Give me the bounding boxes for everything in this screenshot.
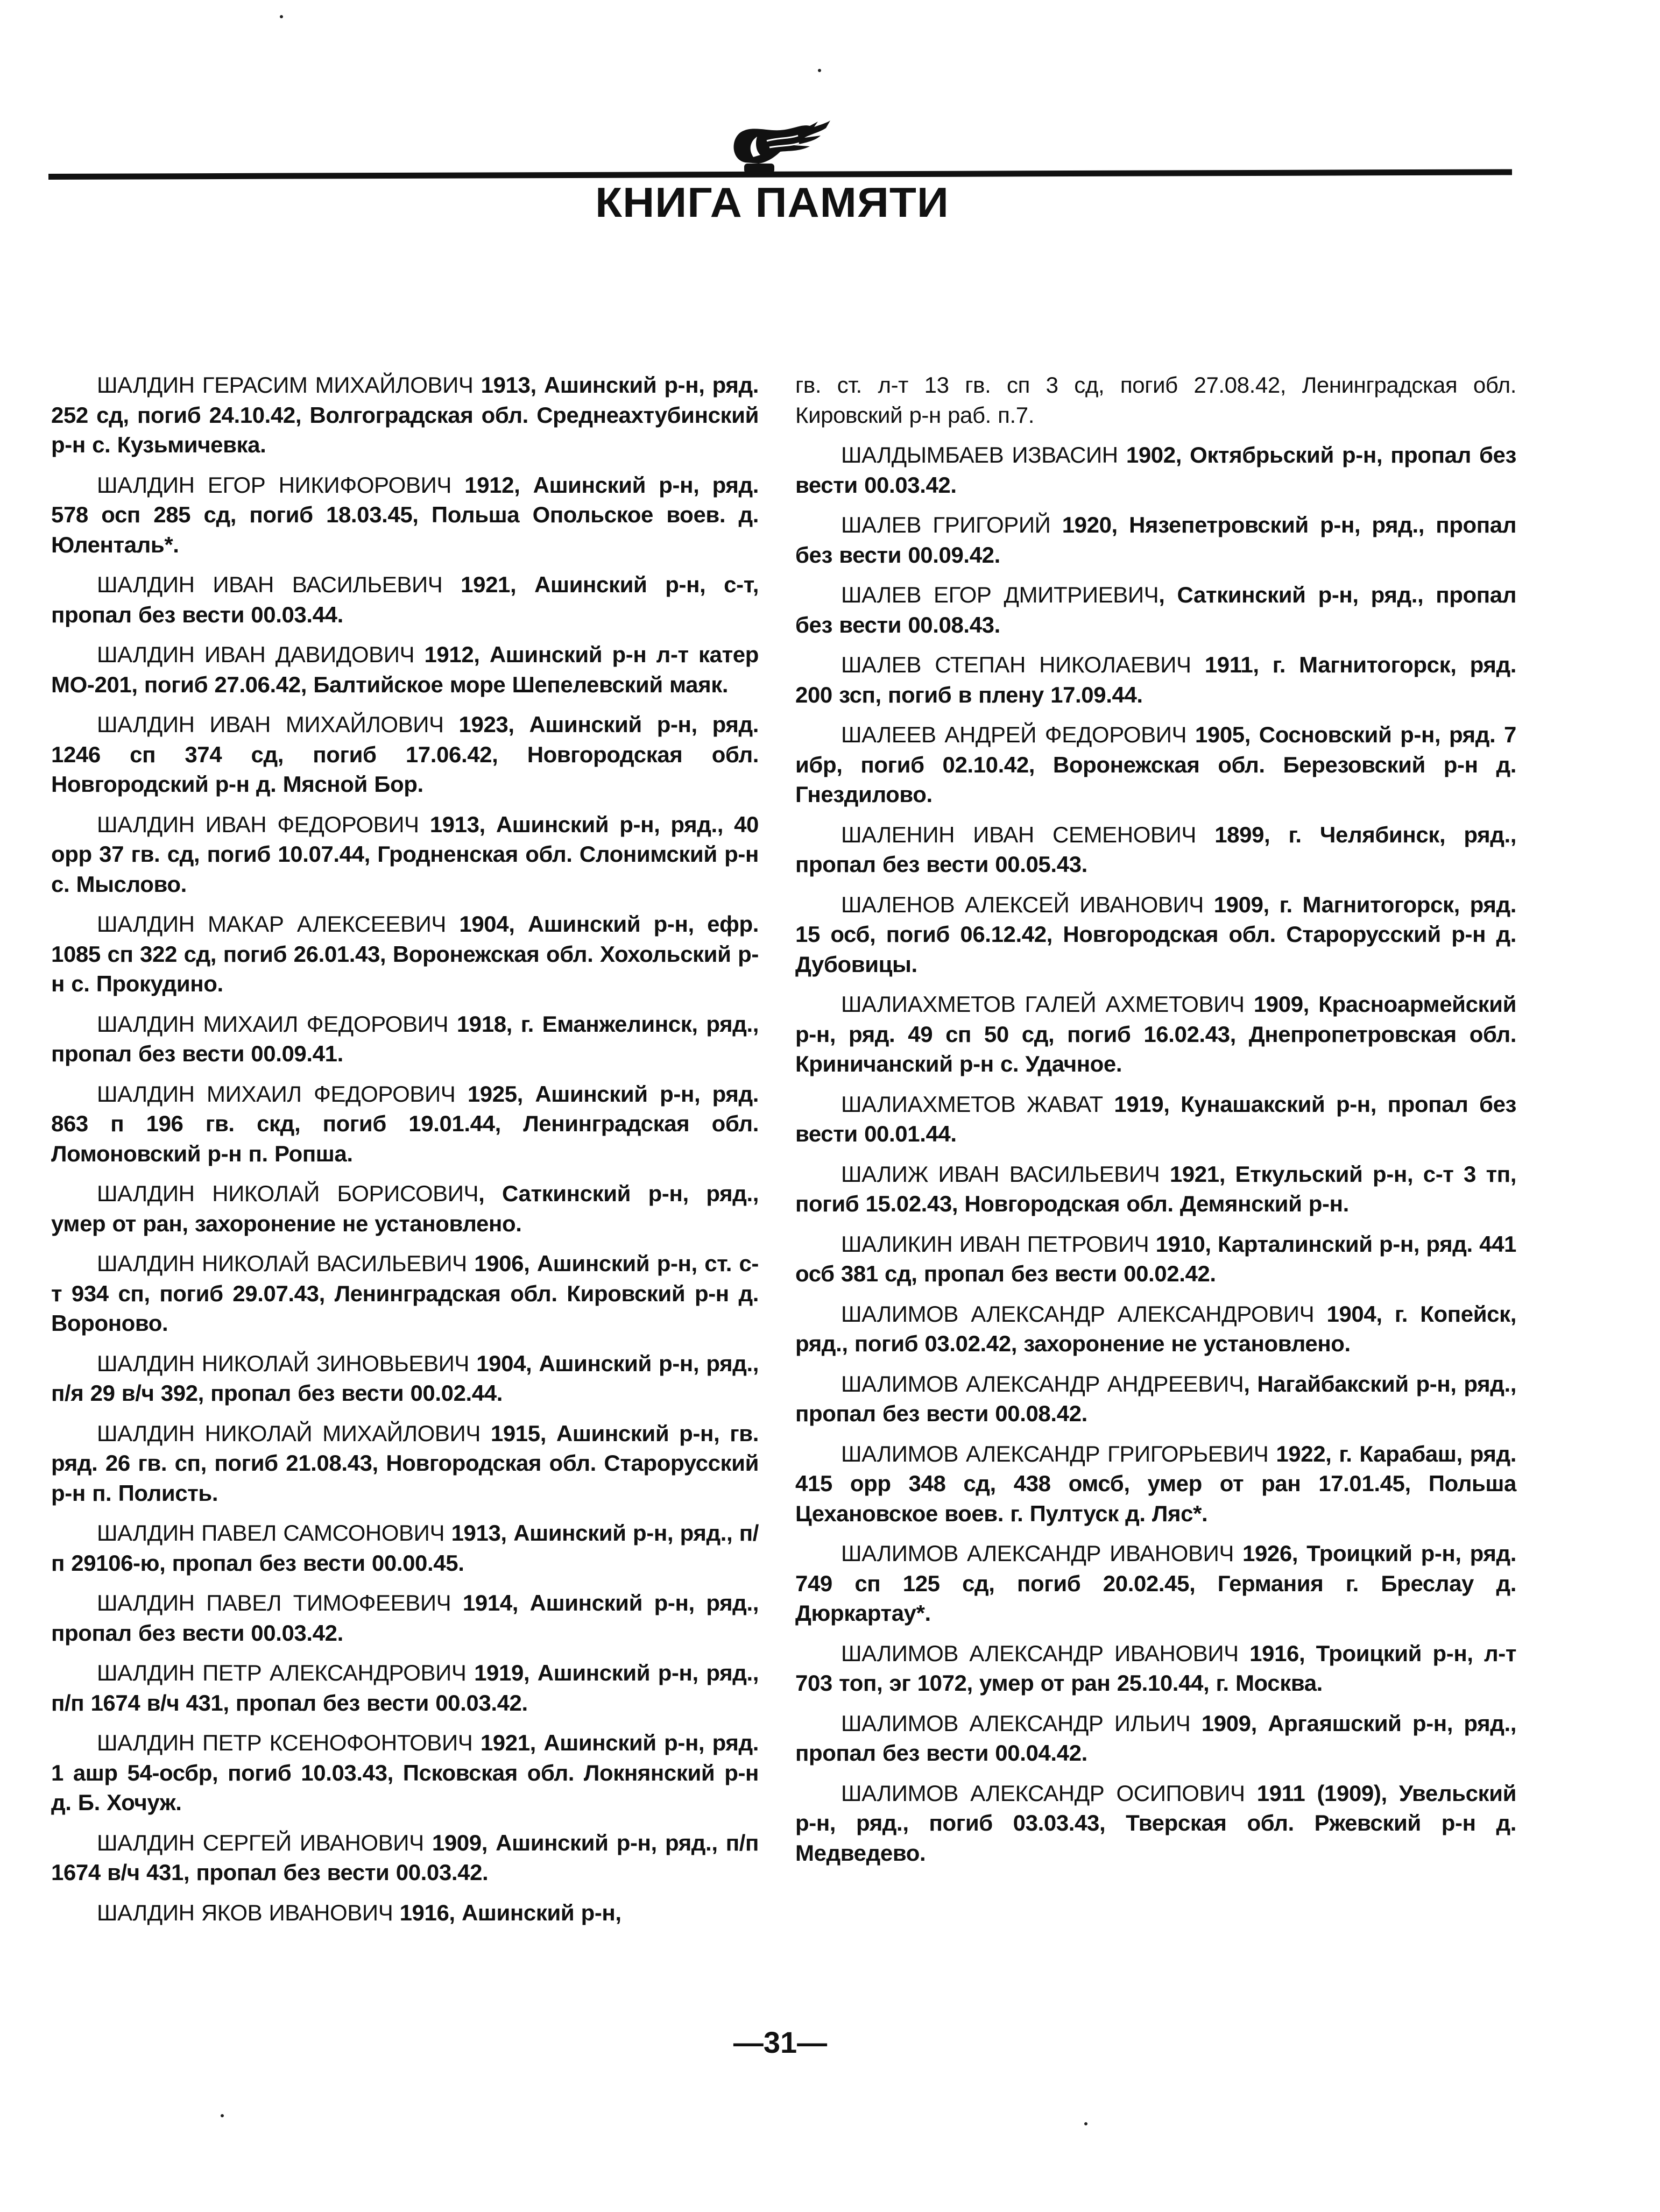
entry-details: 1912, Ашинский р-н, ряд. 578 осп 285 сд, погиб 18.03.45, Польша Опольское воев. д. Юленталь*.: [51, 472, 759, 557]
entry-name: ШАЛДИН ИВАН ФЕДОРОВИЧ: [97, 811, 419, 837]
entry-name: ШАЛИМОВ АЛЕКСАНДР ОСИПОВИЧ: [841, 1780, 1245, 1806]
memorial-entry: [795, 510, 1516, 570]
memorial-entry: [51, 640, 759, 699]
entry-details: 1921, Ашинский р-н, с-т, пропал без вести 00.03.44.: [51, 572, 759, 627]
memorial-entry: [795, 1369, 1516, 1429]
entry-name: ШАЛДИН МИХАИЛ ФЕДОРОВИЧ: [97, 1011, 449, 1037]
entry-name: ШАЛЕВ СТЕПАН НИКОЛАЕВИЧ: [841, 652, 1191, 677]
entry-name: ШАЛДИН ЯКОВ ИВАНОВИЧ: [97, 1899, 393, 1925]
memorial-entry: [51, 1249, 759, 1338]
entry-details: 1904, Ашинский р-н, ряд., п/я 29 в/ч 392, пропал без вести 00.02.44.: [51, 1350, 759, 1406]
memorial-entry: [51, 1658, 759, 1718]
entry-details: 1913, Ашинский р-н, ряд. 252 сд, погиб 24.10.42, Волгоградская обл. Среднеахтубинский р-н с. Кузьмичевка.: [51, 372, 759, 457]
memorial-entry: [51, 909, 759, 999]
memorial-entry: [51, 1079, 759, 1169]
entry-name: ШАЛДИН ПАВЕЛ САМСОНОВИЧ: [97, 1520, 445, 1545]
entry-details: 1906, Ашинский р-н, ст. с-т 934 сп, погиб 29.07.43, Ленинградская обл. Кировский р-н д. Вороново.: [51, 1251, 759, 1336]
left-column: [51, 370, 759, 1938]
entry-continuation: гв. ст. л-т 13 гв. сп 3 сд, погиб 27.08.42, Ленинградская обл. Кировский р-н раб. п.7.: [795, 372, 1516, 428]
entry-details: 1921, Ашинский р-н, ряд. 1 ашр 54-осбр, погиб 10.03.43, Псковская обл. Локнянский р-н д. Б. Хочуж.: [51, 1730, 759, 1815]
entry-details: 1915, Ашинский р-н, гв. ряд. 26 гв. сп, погиб 21.08.43, Новгородская обл. Старорусский р-н п. Полисть.: [51, 1420, 759, 1506]
entry-details: 1909, г. Магнитогорск, ряд. 15 осб, погиб 06.12.42, Новгородская обл. Старорусский р-н д. Дубовицы.: [795, 891, 1517, 977]
entry-details: 1912, Ашинский р-н л-т катер МО-201, погиб 27.06.42, Балтийское море Шепелевский маяк.: [51, 642, 759, 697]
memorial-entry: [795, 1778, 1516, 1868]
entry-name: ШАЛЕНОВ АЛЕКСЕЙ ИВАНОВИЧ: [841, 891, 1204, 917]
entry-details: 1920, Нязепетровский р-н, ряд., пропал без вести 00.09.42.: [795, 512, 1516, 568]
memorial-entry: [795, 1299, 1516, 1359]
memorial-entry: [51, 1518, 759, 1578]
entry-name: ШАЛДИН НИКОЛАЙ МИХАЙЛОВИЧ: [97, 1420, 481, 1446]
entry-name: ШАЛИМОВ АЛЕКСАНДР ИВАНОВИЧ: [841, 1640, 1239, 1666]
memorial-entry: [51, 1009, 759, 1069]
memorial-entry: [795, 580, 1516, 640]
entry-details: 1909, Красноармейский р-н, ряд. 49 сп 50 сд, погиб 16.02.43, Днепропетровская обл. Криничанский р-н с. Удачное.: [795, 991, 1516, 1076]
entry-name: ШАЛИЖ ИВАН ВАСИЛЬЕВИЧ: [841, 1161, 1160, 1187]
entry-details: 1925, Ашинский р-н, ряд. 863 п 196 гв. скд, погиб 19.01.44, Ленинградская обл. Ломоновский р-н п. Ропша.: [51, 1081, 759, 1166]
entry-details: 1916, Ашинский р-н,: [393, 1899, 621, 1925]
scan-speck: [818, 69, 821, 72]
entry-name: ШАЛДИН МАКАР АЛЕКСЕЕВИЧ: [97, 911, 446, 937]
entry-name: ШАЛИКИН ИВАН ПЕТРОВИЧ: [841, 1231, 1149, 1257]
entry-details: 1919, Ашинский р-н, ряд., п/п 1674 в/ч 431, пропал без вести 00.03.42.: [51, 1660, 759, 1715]
memorial-entry: [51, 1419, 759, 1508]
memorial-entry: [795, 720, 1516, 810]
entry-details: 1919, Кунашакский р-н, пропал без вести 00.01.44.: [795, 1091, 1517, 1146]
entry-name: ШАЛИМОВ АЛЕКСАНДР ИВАНОВИЧ: [841, 1541, 1234, 1566]
memorial-entry: [795, 650, 1516, 710]
entry-name: ШАЛИАХМЕТОВ ГАЛЕЙ АХМЕТОВИЧ: [841, 991, 1245, 1017]
memorial-entry: [795, 1159, 1516, 1219]
entry-name: ШАЛДИН МИХАИЛ ФЕДОРОВИЧ: [97, 1081, 456, 1107]
entry-name: ШАЛИМОВ АЛЕКСАНДР АЛЕКСАНДРОВИЧ: [841, 1301, 1315, 1327]
page-title: КНИГА ПАМЯТИ: [595, 179, 949, 226]
entry-details: 1899, г. Челябинск, ряд., пропал без вести 00.05.43.: [795, 821, 1516, 877]
entry-details: 1902, Октябрьский р-н, пропал без вести 00.03.42.: [795, 442, 1516, 498]
memorial-entry: [51, 1728, 759, 1818]
entry-details: 1910, Карталинский р-н, ряд. 441 осб 381 сд, пропал без вести 00.02.42.: [795, 1231, 1516, 1286]
memorial-entry: [795, 989, 1516, 1079]
memorial-entry: [795, 1439, 1516, 1529]
entry-name: ШАЛДИН ИВАН МИХАЙЛОВИЧ: [97, 712, 444, 737]
entry-details: , Нагайбакский р-н, ряд., пропал без вести 00.08.42.: [795, 1371, 1516, 1426]
entry-name: ШАЛДИН НИКОЛАЙ ЗИНОВЬЕВИЧ: [97, 1350, 469, 1376]
entry-details: 1904, г. Копейск, ряд., погиб 03.02.42, захоронение не установлено.: [795, 1301, 1516, 1356]
memorial-entry: [795, 1639, 1516, 1698]
entry-details: 1909, Ашинский р-н, ряд., п/п 1674 в/ч 431, пропал без вести 00.03.42.: [51, 1830, 759, 1885]
entry-name: ШАЛДИН ИВАН ВАСИЛЬЕВИЧ: [97, 572, 443, 597]
entry-name: ШАЛДИН ПЕТР АЛЕКСАНДРОВИЧ: [97, 1660, 467, 1685]
memorial-entry: [795, 1708, 1516, 1768]
entry-name: ШАЛДИН ГЕРАСИМ МИХАЙЛОВИЧ: [97, 372, 474, 398]
entry-details: 1911 (1909), Увельский р-н, ряд., погиб 03.03.43, Тверская обл. Ржевский р-н д. Медведево.: [795, 1780, 1516, 1866]
entry-details: 1914, Ашинский р-н, ряд., пропал без вести 00.03.42.: [51, 1590, 759, 1646]
entry-name: ШАЛЕВ ГРИГОРИЙ: [841, 512, 1051, 537]
entry-name: ШАЛДЫМБАЕВ ИЗВАСИН: [841, 442, 1118, 467]
entry-details: 1911, г. Магнитогорск, ряд. 200 зсп, погиб в плену 17.09.44.: [795, 652, 1516, 707]
flame-shape: [734, 120, 830, 164]
memorial-entry: [51, 1588, 759, 1648]
entry-name: ШАЛДИН ИВАН ДАВИДОВИЧ: [97, 642, 415, 667]
memorial-entry: [51, 810, 759, 899]
scan-speck: [280, 15, 283, 18]
entry-name: ШАЛЕНИН ИВАН СЕМЕНОВИЧ: [841, 821, 1196, 847]
entry-details: , Саткинский р-н, ряд., умер от ран, захоронение не установлено.: [51, 1181, 759, 1236]
entry-details: 1926, Троицкий р-н, ряд. 749 сп 125 сд, погиб 20.02.45, Германия г. Бреслау д. Дюркартау*.: [795, 1541, 1516, 1626]
scan-speck: [1084, 2122, 1087, 2125]
memorial-entry: [795, 1539, 1516, 1628]
memorial-entry: [795, 1089, 1516, 1149]
entry-name: ШАЛИМОВ АЛЕКСАНДР ГРИГОРЬЕВИЧ: [841, 1441, 1269, 1466]
entry-name: ШАЛДИН ПАВЕЛ ТИМОФЕЕВИЧ: [97, 1590, 451, 1615]
entry-details: 1916, Троицкий р-н, л-т 703 топ, эг 1072, умер от ран 25.10.44, г. Москва.: [795, 1640, 1516, 1696]
memorial-entry: [795, 1229, 1516, 1289]
entry-name: ШАЛИМОВ АЛЕКСАНДР АНДРЕЕВИЧ: [841, 1371, 1244, 1396]
entry-name: ШАЛДИН НИКОЛАЙ ВАСИЛЬЕВИЧ: [97, 1251, 467, 1276]
entry-name: ШАЛДИН НИКОЛАЙ БОРИСОВИЧ: [97, 1181, 479, 1206]
entry-details: , Саткинский р-н, ряд., пропал без вести 00.08.43.: [795, 582, 1516, 637]
entry-details: 1909, Аргаяшский р-н, ряд., пропал без вести 00.04.42.: [795, 1710, 1516, 1766]
entry-details: 1904, Ашинский р-н, ефр. 1085 сп 322 сд, погиб 26.01.43, Воронежская обл. Хохольский р-н с. Прокудино.: [51, 911, 759, 996]
entry-name: ШАЛИАХМЕТОВ ЖАВАТ: [841, 1091, 1103, 1117]
entry-name: ШАЛДИН ПЕТР КСЕНОФОНТОВИЧ: [97, 1730, 473, 1755]
entry-name: ШАЛДИН СЕРГЕЙ ИВАНОВИЧ: [97, 1830, 424, 1855]
entry-details: 1922, г. Карабаш, ряд. 415 орр 348 сд, 438 омсб, умер от ран 17.01.45, Польша Цехановское воев. г. Пултуск д. Ляс*.: [795, 1441, 1516, 1526]
entry-details: 1913, Ашинский р-н, ряд., п/п 29106-ю, пропал без вести 00.00.45.: [51, 1520, 759, 1576]
memorial-entry: [51, 1349, 759, 1408]
memorial-entry: [51, 710, 759, 799]
memorial-entry: [795, 440, 1516, 500]
entry-details: 1923, Ашинский р-н, ряд. 1246 сп 374 сд, погиб 17.06.42, Новгородская обл. Новгородский р-н д. Мясной Бор.: [51, 712, 759, 797]
scan-speck: [221, 2114, 224, 2117]
entry-name: ШАЛЕВ ЕГОР ДМИТРИЕВИЧ: [841, 582, 1159, 607]
entry-details: 1913, Ашинский р-н, ряд., 40 орр 37 гв. сд, погиб 10.07.44, Гродненская обл. Слонимский р-н с. Мыслово.: [51, 811, 759, 897]
entry-name: ШАЛЕЕВ АНДРЕЙ ФЕДОРОВИЧ: [841, 722, 1187, 747]
memorial-entry: [51, 470, 759, 560]
memorial-entry: [795, 890, 1516, 980]
eternal-flame-logo: [729, 119, 853, 178]
entry-details: 1905, Сосновский р-н, ряд. 7 ибр, погиб 02.10.42, Воронежская обл. Березовский р-н д. Гнездилово.: [795, 722, 1516, 807]
memorial-entry: [51, 570, 759, 629]
entry-details: 1921, Еткульский р-н, с-т 3 тп, погиб 15.02.43, Новгородская обл. Демянский р-н.: [795, 1161, 1516, 1216]
page-number: —31—: [733, 2025, 828, 2059]
right-column: [795, 370, 1516, 1878]
memorial-entry: [51, 370, 759, 460]
memorial-entry: [51, 1898, 759, 1928]
memorial-entry: [795, 820, 1516, 880]
memorial-entry: [51, 1179, 759, 1238]
entry-details: 1918, г. Еманжелинск, ряд., пропал без вести 00.09.41.: [51, 1011, 759, 1066]
memorial-entry: [51, 1828, 759, 1888]
entry-name: ШАЛДИН ЕГОР НИКИФОРОВИЧ: [97, 472, 451, 498]
entry-name: ШАЛИМОВ АЛЕКСАНДР ИЛЬИЧ: [841, 1710, 1191, 1736]
